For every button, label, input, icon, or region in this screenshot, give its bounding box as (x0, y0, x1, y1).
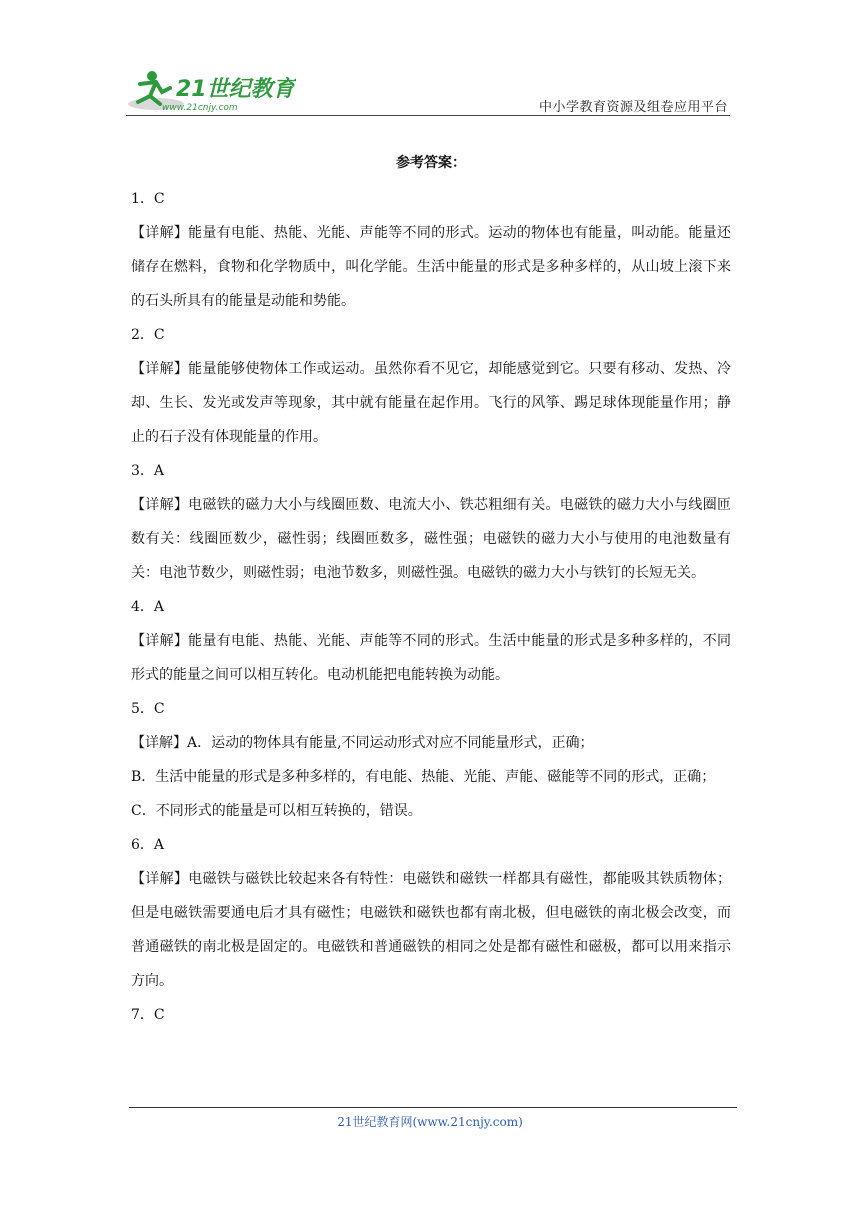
logo-text: 21世纪教育 (176, 77, 295, 102)
answer-number: 3．A (131, 463, 165, 479)
explanation-paragraph: 【详解】电磁铁的磁力大小与线圈匝数、电流大小、铁芯粗细有关。电磁铁的磁力大小与线圈匝数有关：线圈匝数少，磁性弱；线圈匝数多，磁性强；电磁铁的磁力大小与使用的电池数量有关：电池节数少，则磁性弱；电池节数多，则磁性强。电磁铁的磁力大小与铁钉的长短无关。 (131, 497, 731, 581)
logo-21cnjy (126, 66, 296, 114)
logo-runner-head (147, 71, 157, 81)
platform-label: 中小学教育资源及组卷应用平台 (538, 100, 728, 115)
answer-number: 4．A (131, 599, 165, 615)
explanation-paragraph: 【详解】能量有电能、热能、光能、声能等不同的形式。生活中能量的形式是多种多样的，不同形式的能量之间可以相互转化。电动机能把电能转换为动能。 (131, 633, 731, 683)
footer-link[interactable]: 21世纪教育网(www.21cnjy.com) (337, 1115, 523, 1129)
answer-number: 5．C (131, 701, 165, 717)
page-title: 参考答案： (396, 155, 466, 171)
answer-number: 6．A (131, 837, 165, 853)
answer-content (131, 152, 731, 1038)
explanation-paragraph: C．不同形式的能量是可以相互转换的，错误。 (131, 803, 422, 819)
explanation-paragraph: 【详解】能量能够使物体工作或运动。虽然你看不见它，却能感觉到它。只要有移动、发热、冷却、生长、发光或发声等现象，其中就有能量在起作用。飞行的风筝、踢足球体现能量作用；静止的石子没有体现能量的作用。 (131, 361, 731, 445)
explanation-paragraph: 【详解】能量有电能、热能、光能、声能等不同的形式。运动的物体也有能量，叫动能。能量还储存在燃料，食物和化学物质中，叫化学能。生活中能量的形式是多种多样的，从山坡上滚下来的石头所具有的能量是动能和势能。 (131, 225, 731, 309)
explanation-paragraph: 【详解】电磁铁与磁铁比较起来各有特性：电磁铁和磁铁一样都具有磁性，都能吸其铁质物体；但是电磁铁需要通电后才具有磁性；电磁铁和磁铁也都有南北极，但电磁铁的南北极会改变，而普通磁铁的南北极是固定的。电磁铁和普通磁铁的相同之处是都有磁性和磁极，都可以用来指示方向。 (131, 871, 731, 989)
footer-divider (129, 1107, 737, 1108)
header-divider (126, 115, 730, 116)
answer-number: 1．C (131, 191, 165, 207)
page-header (126, 66, 730, 116)
answer-number: 7．C (131, 1007, 165, 1023)
logo-url: www.21cnjy.com (162, 103, 238, 113)
explanation-paragraph: B．生活中能量的形式是多种多样的，有电能、热能、光能、声能、磁能等不同的形式，正确； (131, 769, 716, 785)
answer-list (131, 188, 731, 1026)
answer-number: 2．C (131, 327, 165, 343)
explanation-paragraph: 【详解】A．运动的物体具有能量,不同运动形式对应不同能量形式，正确； (131, 735, 594, 751)
